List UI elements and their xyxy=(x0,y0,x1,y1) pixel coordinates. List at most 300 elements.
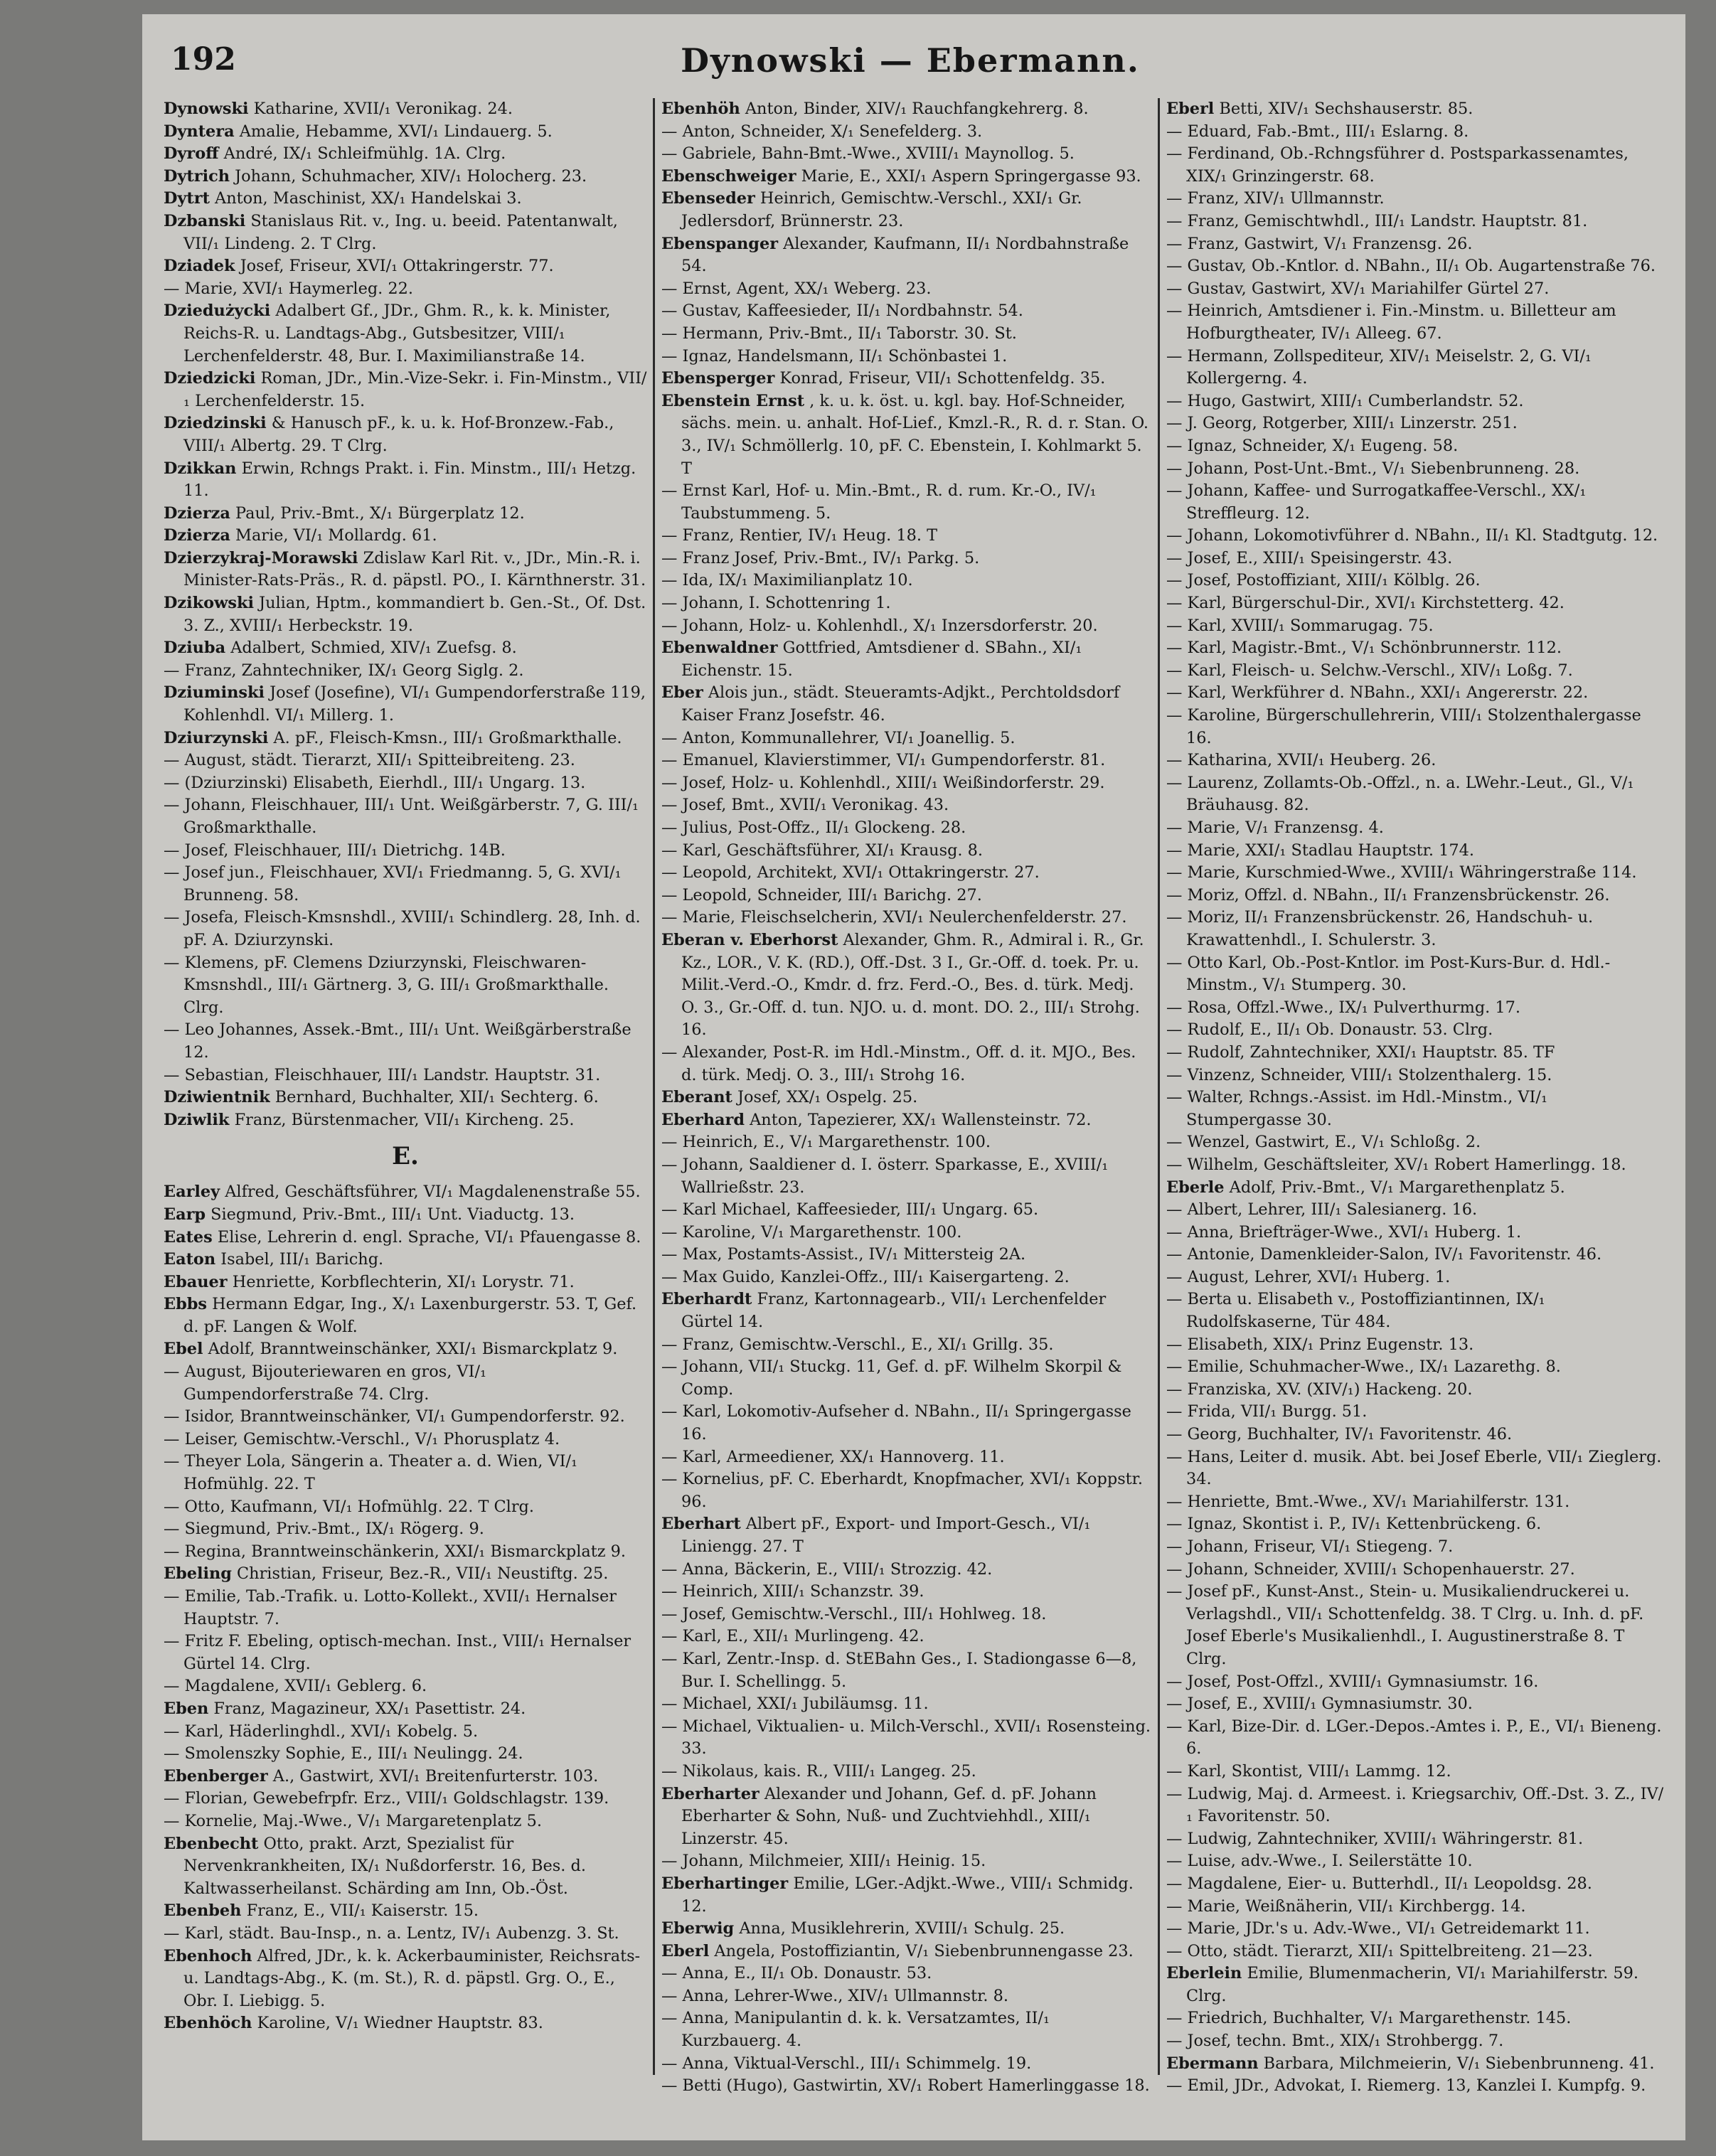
directory-entry xyxy=(1166,1828,1664,1851)
entry-details: — Friedrich, Buchhalter, V/₁ Margarethenstr. 145. xyxy=(1166,2009,1572,2028)
directory-entry xyxy=(661,1401,1152,1446)
directory-entry xyxy=(164,121,647,144)
entry-details: Alexander, Kaufmann, II/₁ Nordbahnstraße 54. xyxy=(681,234,1129,276)
entry-surname: Ebauer xyxy=(164,1272,228,1291)
directory-entry xyxy=(661,1559,1152,1581)
entry-details: Katharine, XVII/₁ Veronikag. 24. xyxy=(253,100,513,118)
directory-entry xyxy=(1166,210,1664,233)
entry-surname: Eberan v. Eberhorst xyxy=(661,930,838,949)
entry-details: — Otto, Kaufmann, VI/₁ Hofmühlg. 22. T Clrg. xyxy=(164,1497,534,1516)
directory-entry xyxy=(661,1087,1152,1109)
entry-surname: Ebel xyxy=(164,1340,203,1359)
directory-entry xyxy=(661,570,1152,592)
directory-page xyxy=(142,14,1685,2140)
directory-entry xyxy=(661,1783,1152,1851)
entry-details: — Ignaz, Schneider, X/₁ Eugeng. 58. xyxy=(1166,436,1459,455)
directory-entry xyxy=(164,458,647,503)
entry-details: Josef, XX/₁ Ospelg. 25. xyxy=(737,1088,918,1107)
entry-details: Franz, E., VII/₁ Kaiserstr. 15. xyxy=(246,1901,479,1921)
entry-surname: Eberhard xyxy=(661,1110,745,1129)
entry-details: — Regina, Branntweinschänkerin, XXI/₁ Bismarckplatz 9. xyxy=(164,1542,626,1561)
directory-entry xyxy=(1166,1356,1664,1379)
directory-entry xyxy=(661,480,1152,525)
directory-entry xyxy=(1166,682,1664,705)
directory-entry xyxy=(164,255,647,278)
entry-details: Anna, Musiklehrerin, XVIII/₁ Schulg. 25. xyxy=(739,1919,1065,1938)
directory-entry xyxy=(661,233,1152,278)
entry-details: — Franz, Gemischtwhdl., III/₁ Landstr. Hauptstr. 81. xyxy=(1166,211,1588,230)
entry-details: — Gabriele, Bahn-Bmt.-Wwe., XVIII/₁ Maynollog. 5. xyxy=(661,144,1075,164)
entry-details: — Theyer Lola, Sängerin a. Theater a. d. Wien, VI/₁ Hofmühlg. 22. T xyxy=(164,1452,578,1494)
page-title: Dynowski — Ebermann. xyxy=(681,41,1140,80)
entry-details: Emilie, Blumenmacherin, VI/₁ Mariahilferstr. 59. Clrg. xyxy=(1186,1964,1638,2005)
directory-entry xyxy=(164,1451,647,1495)
directory-entry xyxy=(1166,907,1664,951)
entry-details: — Johann, I. Schottenring 1. xyxy=(661,594,891,613)
directory-entry xyxy=(1166,1491,1664,1514)
entry-surname: Dziwientnik xyxy=(164,1088,270,1107)
entry-details: — Johann, Lokomotivführer d. NBahn., II/₁ Kl. Stadtgutg. 12. xyxy=(1166,526,1658,545)
entry-details: Alois jun., städt. Steueramts-Adjkt., Perchtoldsdorf Kaiser Franz Josefstr. 46. xyxy=(681,683,1120,725)
entry-details: — Nikolaus, kais. R., VIII/₁ Langeg. 25. xyxy=(661,1761,976,1781)
directory-entry xyxy=(1166,412,1664,435)
directory-entry xyxy=(164,1946,647,2013)
entry-surname: Dzierzykraj-Morawski xyxy=(164,548,358,567)
directory-entry xyxy=(661,2053,1152,2076)
directory-entry xyxy=(164,1631,647,1675)
entry-surname: Dzierza xyxy=(164,526,230,545)
entry-details: — Betti (Hugo), Gastwirtin, XV/₁ Robert Hamerlinggasse 18. xyxy=(661,2076,1150,2096)
entry-details: — Michael, XXI/₁ Jubiläumsg. 11. xyxy=(661,1695,929,1714)
directory-entry xyxy=(164,1087,647,1109)
directory-entry xyxy=(164,278,647,301)
entry-surname: Dziedzinski xyxy=(164,414,267,433)
directory-entry xyxy=(661,98,1152,121)
entry-details: — Josef jun., Fleischhauer, XVI/₁ Friedmanng. 5, G. XVI/₁ Brunneng. 58. xyxy=(164,863,622,904)
directory-entry xyxy=(1166,2053,1664,2076)
directory-entry xyxy=(661,637,1152,682)
entry-details: — Karl, Bürgerschul-Dir., XVI/₁ Kirchstetterg. 42. xyxy=(1166,594,1565,613)
entry-details: Karoline, V/₁ Wiedner Hauptstr. 83. xyxy=(257,2014,543,2033)
directory-entry xyxy=(661,1288,1152,1333)
entry-details: — Emilie, Schuhmacher-Wwe., IX/₁ Lazarethg. 8. xyxy=(1166,1357,1561,1377)
entry-details: — Marie, JDr.'s u. Adv.-Wwe., VI/₁ Getreidemarkt 11. xyxy=(1166,1919,1590,1938)
entry-details: Betti, XIV/₁ Sechshauserstr. 85. xyxy=(1219,100,1473,118)
entry-details: — Anna, Bäckerin, E., VIII/₁ Strozzig. 42. xyxy=(661,1559,993,1579)
directory-entry xyxy=(164,1586,647,1631)
directory-entry xyxy=(1166,1671,1664,1694)
entry-details: — Karl, Armeediener, XX/₁ Hannoverg. 11. xyxy=(661,1447,1005,1466)
entry-details: — Johann, Saaldiener d. I. österr. Sparkasse, E., XVIII/₁ Wallrießstr. 23. xyxy=(661,1155,1109,1197)
entry-details: — Kornelius, pF. C. Eberhardt, Knopfmacher, XVI/₁ Koppstr. 96. xyxy=(661,1470,1144,1511)
directory-entry xyxy=(661,1222,1152,1244)
entry-details: Stanislaus Rit. v., Ing. u. beeid. Patentanwalt, VII/₁ Lindeng. 2. T Clrg. xyxy=(183,211,618,253)
entry-details: — Franz, Zahntechniker, IX/₁ Georg Siglg. 2. xyxy=(164,661,524,680)
entry-surname: Ebenbecht xyxy=(164,1834,259,1853)
page-number: 192 xyxy=(171,41,236,78)
directory-entry xyxy=(164,1721,647,1744)
directory-entry xyxy=(164,548,647,592)
directory-entry xyxy=(661,1581,1152,1603)
directory-entry xyxy=(661,1761,1152,1783)
entry-details: Anton, Tapezierer, XX/₁ Wallensteinstr. 72. xyxy=(750,1110,1092,1129)
directory-entry xyxy=(1166,1131,1664,1154)
entry-details: — Kornelie, Maj.-Wwe., V/₁ Margaretenplatz 5. xyxy=(164,1811,542,1830)
directory-entry xyxy=(661,1648,1152,1693)
entry-details: — Elisabeth, XIX/₁ Prinz Eugenstr. 13. xyxy=(1166,1335,1474,1354)
entry-details: — Karl, Geschäftsführer, XI/₁ Krausg. 8. xyxy=(661,840,983,860)
directory-entry xyxy=(1166,1154,1664,1177)
directory-entry xyxy=(661,1468,1152,1513)
entry-surname: Eberwig xyxy=(661,1919,735,1938)
entry-details: — Heinrich, E., V/₁ Margarethenstr. 100. xyxy=(661,1133,991,1152)
entry-details: — Ignaz, Handelsmann, II/₁ Schönbastei 1. xyxy=(661,346,1008,365)
entry-surname: Ebenwaldner xyxy=(661,639,778,658)
entry-surname: Eberlein xyxy=(1166,1964,1242,1983)
directory-entry xyxy=(661,929,1152,1042)
directory-entry xyxy=(1166,1513,1664,1536)
directory-entry xyxy=(164,1675,647,1698)
entry-details: — Marie, Fleischselcherin, XVI/₁ Neulerchenfelderstr. 27. xyxy=(661,908,1127,927)
entry-details: — Rosa, Offzl.-Wwe., IX/₁ Pulverthurmg. 17. xyxy=(1166,998,1521,1017)
directory-entry xyxy=(661,1850,1152,1873)
entry-details: — Hans, Leiter d. musik. Abt. bei Josef Eberle, VII/₁ Zieglerg. 34. xyxy=(1166,1447,1662,1489)
entry-details: — Karl, Bize-Dir. d. LGer.-Depos.-Amtes i. P., E., VI/₁ Bieneng. 6. xyxy=(1166,1717,1662,1759)
directory-entry xyxy=(1166,300,1664,345)
directory-entry xyxy=(164,1064,647,1087)
entry-details: — Franz, XIV/₁ Ullmannstr. xyxy=(1166,189,1385,208)
directory-entry xyxy=(1166,121,1664,144)
directory-entry xyxy=(661,1334,1152,1357)
directory-entry xyxy=(164,1271,647,1294)
directory-entry xyxy=(164,1766,647,1788)
entry-surname: Eberle xyxy=(1166,1178,1225,1197)
entry-details: — August, Lehrer, XVI/₁ Huberg. 1. xyxy=(1166,1267,1451,1286)
entry-surname: Dytrt xyxy=(164,189,210,208)
entry-surname: Ebensperger xyxy=(661,369,775,388)
entry-surname: Dzbanski xyxy=(164,211,246,230)
directory-entry xyxy=(661,862,1152,885)
entry-details: — Franz, Gastwirt, V/₁ Franzensg. 26. xyxy=(1166,234,1473,253)
column-1 xyxy=(164,98,647,2125)
entry-details: — Karoline, Bürgerschullehrerin, VIII/₁ Stolzenthalergasse 16. xyxy=(1166,706,1641,747)
entry-surname: Dzikowski xyxy=(164,594,254,613)
entry-surname: Eates xyxy=(164,1227,213,1247)
directory-entry xyxy=(661,1356,1152,1401)
directory-entry xyxy=(164,1338,647,1361)
entry-details: — Gustav, Ob.-Kntlor. d. NBahn., II/₁ Ob. Augartenstraße 76. xyxy=(1166,257,1656,276)
entry-details: — Wenzel, Gastwirt, E., V/₁ Schloßg. 2. xyxy=(1166,1133,1481,1152)
running-head xyxy=(171,41,1650,91)
entry-details: — Ida, IX/₁ Maximilianplatz 10. xyxy=(661,571,913,590)
directory-entry xyxy=(661,749,1152,772)
entry-details: — Fritz F. Ebeling, optisch-mechan. Inst., VIII/₁ Hernalser Gürtel 14. Clrg. xyxy=(164,1632,631,1673)
entry-details: — Julius, Post-Offz., II/₁ Glockeng. 28. xyxy=(661,818,966,837)
entry-details: Franz, Kartonnagearb., VII/₁ Lerchenfelder Gürtel 14. xyxy=(681,1290,1107,1332)
directory-entry xyxy=(1166,2075,1664,2098)
entry-details: — Klemens, pF. Clemens Dziurzynski, Fleischwaren-Kmsnshdl., III/₁ Gärtnerg. 3, G. III/₁ Großmarkthalle. Clrg. xyxy=(164,953,609,1017)
directory-entry xyxy=(1166,480,1664,525)
directory-entry xyxy=(1166,592,1664,615)
entry-surname: Eaton xyxy=(164,1250,216,1269)
directory-entry xyxy=(1166,143,1664,188)
directory-entry xyxy=(164,1109,647,1132)
entry-details: — Anna, Briefträger-Wwe., XVI/₁ Huberg. 1. xyxy=(1166,1222,1522,1242)
directory-entry xyxy=(164,1293,647,1338)
directory-entry xyxy=(661,2075,1152,2098)
entry-surname: Dziedużycki xyxy=(164,301,271,321)
directory-entry xyxy=(1166,885,1664,907)
directory-entry xyxy=(1166,1581,1664,1670)
entry-details: — Ferdinand, Ob.-Rchngsführer d. Postsparkassenamtes, XIX/₁ Grinzingerstr. 68. xyxy=(1166,144,1629,186)
directory-entry xyxy=(1166,98,1664,121)
directory-entry xyxy=(661,1446,1152,1469)
entry-details: A., Gastwirt, XVI/₁ Breitenfurterstr. 103. xyxy=(272,1766,599,1786)
section-letter-heading: E. xyxy=(392,1142,419,1171)
entry-details: — Karl, E., XII/₁ Murlingeng. 42. xyxy=(661,1627,924,1646)
entry-surname: Ebenspanger xyxy=(661,234,778,253)
directory-entry xyxy=(164,682,647,727)
directory-entry xyxy=(661,1985,1152,2008)
entry-surname: Eberant xyxy=(661,1088,732,1107)
directory-entry xyxy=(661,368,1152,390)
entry-details: — Josef, E., XVIII/₁ Gymnasiumstr. 30. xyxy=(1166,1695,1473,1714)
directory-entry xyxy=(661,592,1152,615)
entry-details: — Marie, XVI/₁ Haymerleg. 22. xyxy=(164,279,414,298)
entry-details: — Franz Josef, Priv.-Bmt., IV/₁ Parkg. 5. xyxy=(661,548,980,567)
entry-surname: Dziuba xyxy=(164,639,226,658)
directory-entry xyxy=(1166,1761,1664,1783)
entry-details: — Anna, Manipulantin d. k. k. Versatzamtes, II/₁ Kurzbauerg. 4. xyxy=(661,2009,1050,2051)
entry-details: — Johann, Fleischhauer, III/₁ Unt. Weißgärberstr. 7, G. III/₁ Großmarkthalle. xyxy=(164,796,639,837)
entry-details: — Smolenszky Sophie, E., III/₁ Neulingg. 24. xyxy=(164,1744,523,1763)
entry-details: — Anna, E., II/₁ Ob. Donaustr. 53. xyxy=(661,1964,932,1983)
directory-entry xyxy=(661,1626,1152,1648)
entry-details: — Karl, städt. Bau-Insp., n. a. Lentz, IV/₁ Aubenzg. 3. St. xyxy=(164,1923,619,1943)
directory-entry xyxy=(164,1743,647,1766)
directory-entry xyxy=(1166,188,1664,210)
entry-details: Alfred, JDr., k. k. Ackerbauminister, Reichsrats- u. Landtags-Abg., K. (m. St.), R. d. päpstl. Grg. O., E., Obr. I. Liebigg. 5. xyxy=(183,1946,641,2010)
entry-surname: Earley xyxy=(164,1183,220,1202)
entry-details: — Isidor, Branntweinschänker, VI/₁ Gumpendorferstr. 92. xyxy=(164,1407,625,1426)
entry-details: Anton, Maschinist, XX/₁ Handelskai 3. xyxy=(215,189,522,208)
entry-details: — Emil, JDr., Advokat, I. Riemerg. 13, Kanzlei I. Kumpfg. 9. xyxy=(1166,2076,1646,2096)
entry-details: — Magdalene, Eier- u. Butterhdl., II/₁ Leopoldsg. 28. xyxy=(1166,1874,1592,1893)
entry-details: Henriette, Korbflechterin, XI/₁ Lorystr. 71. xyxy=(232,1272,575,1291)
directory-entry xyxy=(164,1181,647,1204)
entry-details: — Anton, Kommunallehrer, VI/₁ Joanellig. 5. xyxy=(661,728,1016,747)
entry-details: — Otto, städt. Tierarzt, XII/₁ Spittelbreiteng. 21—23. xyxy=(1166,1941,1593,1960)
directory-entry xyxy=(164,1810,647,1833)
directory-entry xyxy=(661,525,1152,548)
directory-entry xyxy=(164,1833,647,1901)
directory-entry xyxy=(164,772,647,795)
entry-details: — Karl Michael, Kaffeesieder, III/₁ Ungarg. 65. xyxy=(661,1200,1039,1220)
directory-entry xyxy=(164,1788,647,1810)
directory-entry xyxy=(661,817,1152,840)
entry-surname: Ebenbeh xyxy=(164,1901,242,1921)
directory-entry xyxy=(661,1042,1152,1087)
directory-entry xyxy=(661,278,1152,301)
column-divider xyxy=(1158,98,1160,2075)
entry-details: — Emilie, Tab.-Trafik. u. Lotto-Kollekt., XVII/₁ Hernalser Hauptstr. 7. xyxy=(164,1587,617,1628)
directory-entry xyxy=(164,1249,647,1271)
entry-details: Anton, Binder, XIV/₁ Rauchfangkehrerg. 8. xyxy=(745,100,1089,118)
directory-entry xyxy=(164,637,647,660)
directory-entry xyxy=(661,682,1152,727)
entry-details: — Marie, XXI/₁ Stadlau Hauptstr. 174. xyxy=(1166,840,1475,860)
entry-details: — Katharina, XVII/₁ Heuberg. 26. xyxy=(1166,751,1437,770)
directory-entry xyxy=(1166,2030,1664,2053)
entry-details: — (Dziurzinski) Elisabeth, Eierhdl., III/₁ Ungarg. 13. xyxy=(164,773,586,792)
entry-details: — Josef pF., Kunst-Anst., Stein- u. Musikaliendruckerei u. Verlagshdl., VII/₁ Schottenfeldg. 38. T Clrg. u. Inh. d. pF. Josef Eberle's Musikalienhdl., I. Augustinerstraße 8. T Clrg. xyxy=(1166,1582,1644,1668)
entry-details: — Leopold, Schneider, III/₁ Barichg. 27. xyxy=(661,885,982,904)
directory-entry xyxy=(661,1941,1152,1963)
entry-details: — Josef, Fleischhauer, III/₁ Dietrichg. 14B. xyxy=(164,840,506,860)
entry-details: Julian, Hptm., kommandiert b. Gen.-St., Of. Dst. 3. Z., XVIII/₁ Herbeckstr. 19. xyxy=(183,594,646,635)
directory-entry xyxy=(164,1361,647,1406)
directory-entry xyxy=(1166,255,1664,278)
directory-entry xyxy=(164,727,647,750)
entry-surname: Ebenberger xyxy=(164,1766,268,1786)
entry-surname: Eber xyxy=(661,683,703,703)
directory-entry xyxy=(1166,952,1664,997)
entry-details: Albert pF., Export- und Import-Gesch., VI/₁ Liniengg. 27. T xyxy=(681,1515,1091,1556)
column-2 xyxy=(661,98,1152,2125)
entry-details: — Antonie, Damenkleider-Salon, IV/₁ Favoritenstr. 46. xyxy=(1166,1245,1602,1264)
directory-entry xyxy=(1166,346,1664,390)
directory-entry xyxy=(1166,1019,1664,1042)
entry-details: — Johann, Schneider, XVIII/₁ Schopenhauerstr. 27. xyxy=(1166,1559,1575,1579)
entry-surname: Dziurzynski xyxy=(164,728,269,747)
directory-entry xyxy=(661,1873,1152,1918)
entry-details: — Emanuel, Klavierstimmer, VI/₁ Gumpendorferstr. 81. xyxy=(661,751,1106,770)
entry-details: — Karl, Magistr.-Bmt., V/₁ Schönbrunnerstr. 112. xyxy=(1166,639,1562,658)
entry-details: — Sebastian, Fleischhauer, III/₁ Landstr. Hauptstr. 31. xyxy=(164,1065,601,1084)
directory-entry xyxy=(164,1923,647,1946)
entry-details: Alexander und Johann, Gef. d. pF. Johann Eberharter & Sohn, Nuß- und Zuchtviehhdl., XIII/₁ Linzerstr. 45. xyxy=(681,1784,1097,1848)
entry-details: — Frida, VII/₁ Burgg. 51. xyxy=(1166,1402,1368,1421)
entry-details: — Leo Johannes, Assek.-Bmt., III/₁ Unt. Weißgärberstraße 12. xyxy=(164,1020,631,1062)
entry-surname: Ebeling xyxy=(164,1564,232,1584)
directory-entry xyxy=(164,2012,647,2035)
entry-details: André, IX/₁ Schleifmühlg. 1A. Clrg. xyxy=(223,144,506,164)
entry-details: Emilie, LGer.-Adjkt.-Wwe., VIII/₁ Schmidg. 12. xyxy=(681,1874,1134,1916)
entry-details: Adolf, Branntweinschänker, XXI/₁ Bismarckplatz 9. xyxy=(208,1340,618,1359)
directory-entry xyxy=(661,1918,1152,1941)
entry-details: Barbara, Milchmeierin, V/₁ Siebenbrunneng. 41. xyxy=(1263,2054,1655,2073)
entry-details: Heinrich, Gemischtw.-Verschl., XXI/₁ Gr. Jedlersdorf, Brünnerstr. 23. xyxy=(681,189,1082,230)
entry-surname: Ebermann xyxy=(1166,2054,1259,2073)
entry-surname: Dzikkan xyxy=(164,459,237,478)
entry-details: — Josef, Holz- u. Kohlenhdl., XIII/₁ Weißindorferstr. 29. xyxy=(661,773,1105,792)
directory-entry xyxy=(1166,1918,1664,1941)
directory-entry xyxy=(164,1496,647,1519)
directory-entry xyxy=(1166,570,1664,592)
entry-details: Angela, Postoffiziantin, V/₁ Siebenbrunnengasse 23. xyxy=(714,1941,1134,1960)
directory-columns xyxy=(164,98,1678,2125)
directory-entry xyxy=(1166,1716,1664,1761)
entry-surname: Dynowski xyxy=(164,100,249,118)
entry-details: — Franziska, XV. (XIV/₁) Hackeng. 20. xyxy=(1166,1379,1473,1399)
directory-entry xyxy=(661,615,1152,638)
entry-details: — Josef, techn. Bmt., XIX/₁ Strohbergg. 7. xyxy=(1166,2032,1504,2051)
entry-details: — Laurenz, Zollamts-Ob.-Offzl., n. a. LWehr.-Leut., Gl., V/₁ Bräuhausg. 82. xyxy=(1166,773,1634,815)
directory-entry xyxy=(1166,390,1664,413)
directory-entry xyxy=(1166,1379,1664,1402)
entry-details: Adalbert, Schmied, XIV/₁ Zuefsg. 8. xyxy=(230,639,517,658)
entry-details: Erwin, Rchngs Prakt. i. Fin. Minstm., III/₁ Hetzg. 11. xyxy=(183,459,636,501)
entry-details: — Johann, Post-Unt.-Bmt., V/₁ Siebenbrunneng. 28. xyxy=(1166,459,1580,478)
entry-details: — Johann, Kaffee- und Surrogatkaffee-Verschl., XX/₁ Streffleurg. 12. xyxy=(1166,481,1587,523)
directory-entry xyxy=(661,727,1152,750)
directory-entry xyxy=(164,749,647,772)
directory-entry xyxy=(1166,1873,1664,1896)
entry-details: — Leopold, Architekt, XVI/₁ Ottakringerstr. 27. xyxy=(661,863,1040,882)
directory-entry xyxy=(661,1963,1152,1985)
entry-details: — Max, Postamts-Assist., IV/₁ Mittersteig 2A. xyxy=(661,1245,1026,1264)
directory-entry xyxy=(661,772,1152,795)
directory-entry xyxy=(1166,548,1664,570)
entry-details: — Anna, Viktual-Verschl., III/₁ Schimmelg. 19. xyxy=(661,2054,1032,2073)
directory-entry xyxy=(164,503,647,525)
entry-details: — Leiser, Gemischtw.-Verschl., V/₁ Phorusplatz 4. xyxy=(164,1429,560,1448)
directory-entry xyxy=(1166,1334,1664,1357)
entry-details: Johann, Schuhmacher, XIV/₁ Holocherg. 23. xyxy=(235,166,587,186)
entry-details: & Hanusch pF., k. u. k. Hof-Bronzew.-Fab., VIII/₁ Albertg. 29. T Clrg. xyxy=(183,414,614,455)
entry-surname: Eberl xyxy=(1166,100,1215,118)
directory-entry xyxy=(661,346,1152,368)
entry-details: — Josef, Gemischtw.-Verschl., III/₁ Hohlweg. 18. xyxy=(661,1604,1047,1623)
entry-details: — Eduard, Fab.-Bmt., III/₁ Eslarng. 8. xyxy=(1166,122,1469,141)
directory-entry xyxy=(1166,1941,1664,1963)
column-3 xyxy=(1166,98,1664,2125)
directory-entry xyxy=(1166,1559,1664,1581)
directory-entry xyxy=(164,412,647,457)
entry-surname: Ebenschweiger xyxy=(661,166,796,186)
entry-surname: Earp xyxy=(164,1205,206,1224)
entry-details: Roman, JDr., Min.-Vize-Sekr. i. Fin-Minstm., VII/₁ Lerchenfelderstr. 15. xyxy=(183,369,647,410)
directory-entry xyxy=(661,1244,1152,1266)
directory-entry xyxy=(164,1204,647,1227)
entry-details: Amalie, Hebamme, XVI/₁ Lindauerg. 5. xyxy=(239,122,553,141)
entry-details: Adalbert Gf., JDr., Ghm. R., k. k. Minister, Reichs-R. u. Landtags-Abg., Gutsbesitzer, VIII/₁ Lerchenfelderstr. 48, Bur. I. Maximilianstraße 14. xyxy=(183,301,611,365)
entry-surname: Ebbs xyxy=(164,1295,207,1314)
entry-surname: Dyroff xyxy=(164,144,219,164)
directory-entry xyxy=(661,1199,1152,1222)
directory-entry xyxy=(1166,660,1664,683)
directory-entry xyxy=(661,1716,1152,1761)
entry-details: — Marie, V/₁ Franzensg. 4. xyxy=(1166,818,1384,837)
directory-entry xyxy=(661,1513,1152,1558)
entry-details: — Otto Karl, Ob.-Post-Kntlor. im Post-Kurs-Bur. d. Hdl.-Minstm., V/₁ Stumperg. 30. xyxy=(1166,953,1611,995)
entry-details: — Franz, Gemischtw.-Verschl., E., XI/₁ Grillg. 35. xyxy=(661,1335,1054,1354)
entry-surname: Dziuminski xyxy=(164,683,265,703)
directory-entry xyxy=(661,1109,1152,1132)
entry-details: — Hermann, Zollspediteur, XIV/₁ Meiselstr. 2, G. VI/₁ Kollergerng. 4. xyxy=(1166,346,1592,388)
directory-entry xyxy=(661,794,1152,817)
column-divider xyxy=(653,98,655,2075)
directory-entry xyxy=(661,1693,1152,1716)
entry-details: — Siegmund, Priv.-Bmt., IX/₁ Rögerg. 9. xyxy=(164,1520,484,1539)
directory-entry xyxy=(164,143,647,166)
directory-entry xyxy=(661,300,1152,323)
entry-details: — Anna, Lehrer-Wwe., XIV/₁ Ullmannstr. 8. xyxy=(661,1986,1008,2005)
directory-entry xyxy=(1166,705,1664,749)
directory-entry xyxy=(1166,997,1664,1020)
entry-details: — Franz, Rentier, IV/₁ Heug. 18. T xyxy=(661,526,938,545)
entry-details: — Magdalene, XVII/₁ Geblerg. 6. xyxy=(164,1677,427,1696)
